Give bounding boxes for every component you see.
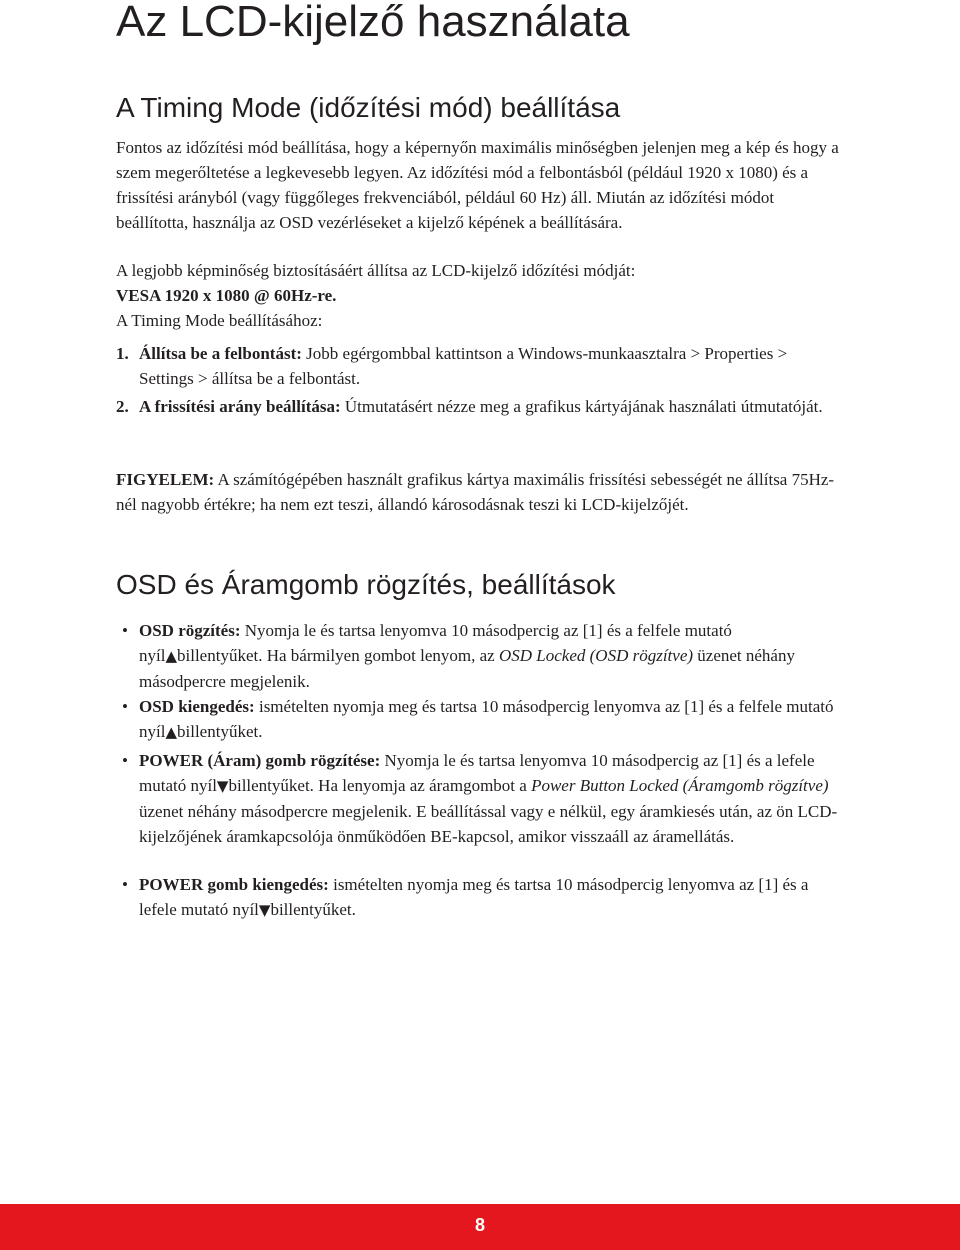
step-1-number: 1.: [116, 344, 129, 363]
step-1-text: Jobb egérgombbal kattintson a Windows-munkaasztalra > Properties > Settings > állítsa be a felbontást.: [139, 344, 788, 388]
bullet-osd-lock-text-b: billentyűket. Ha bármilyen gombot lenyom, az: [177, 646, 495, 665]
step-2: [116, 394, 846, 419]
bullet-power-unlock-text-b: billentyűket.: [270, 900, 356, 919]
step-1-body: [139, 341, 846, 391]
bullet-osd-lock-text-a: Nyomja le és tartsa lenyomva 10 másodpercig az [1] és a felfele mutató nyíl: [139, 621, 732, 665]
best-quality-text: A legjobb képminőség biztosításáért állítsa az LCD-kijelző időzítési módját:: [116, 261, 636, 280]
bullet-power-unlock-title: POWER gomb kiengedés:: [139, 875, 329, 894]
bullet-osd-unlock-body: [139, 694, 846, 745]
bullet-dot: •: [122, 875, 128, 894]
section-heading-timing-mode: A Timing Mode (időzítési mód) beállítása: [116, 92, 621, 123]
bullet-power-lock-text-c: üzenet néhány másodpercre megjelenik. E beállítással vagy e nélkül, egy áramkiesés után, az ön LCD-kijelzőjének áramkapcsolója önműködően BE-kapcsol, amikor visszaáll az áramellátás.: [139, 802, 838, 846]
bullet-power-unlock: [116, 872, 846, 923]
page-number: 8: [474, 1215, 485, 1235]
page-title: Az LCD-kijelző használata: [116, 0, 630, 46]
down-arrow-icon: ▼: [258, 901, 271, 919]
warning-note: [116, 467, 846, 517]
bullet-osd-lock-title: OSD rögzítés:: [139, 621, 241, 640]
step-2-number: 2.: [116, 397, 129, 416]
osd-locked-message: OSD Locked (OSD rögzítve): [498, 646, 694, 665]
bullet-power-unlock-body: [139, 872, 846, 923]
warning-text: A számítógépében használt grafikus kártya maximális frissítési sebességét ne állítsa 75Hz-nél nagyobb értékre; ha nem ezt teszi, állandó károsodásnak teszi ki LCD-kijelzőjét.: [116, 470, 835, 514]
bullet-osd-unlock-text-a: ismételten nyomja meg és tartsa 10 másodpercig lenyomva az [1] és a felfele mutató nyíl: [139, 697, 834, 741]
section-heading-osd-power-lock: OSD és Áramgomb rögzítés, beállítások: [116, 569, 616, 600]
timing-mode-intro: Fontos az időzítési mód beállítása, hogy a képernyőn maximális minőségben jelenjen meg a kép és hogy a szem megerőltetése a legkevesebb legyen. Az időzítési mód a felbontásból (például 1920 x 1080) és a frissítési arányból (vagy függőleges frekvenciából, például 60 Hz) áll. Miután az időzítési módot beállította, használja az OSD vezérléseket a kijelző képének a beállítására.: [116, 138, 839, 232]
bullet-power-lock-body: [139, 748, 846, 849]
step-2-text: Útmutatásért nézze meg a grafikus kártyájának használati útmutatóját.: [344, 397, 823, 416]
step-1-title: Állítsa be a felbontást:: [139, 344, 302, 363]
bullet-dot: •: [122, 621, 128, 640]
bullet-osd-lock-text-c: üzenet néhány másodpercre megjelenik.: [139, 646, 795, 691]
step-1: [116, 341, 846, 391]
bullet-power-lock-title: POWER (Áram) gomb rögzítése:: [139, 751, 381, 770]
bullet-osd-unlock: [116, 694, 846, 745]
best-quality-value-text: VESA 1920 x 1080 @ 60Hz-re.: [116, 286, 337, 305]
power-button-locked-message: Power Button Locked (Áramgomb rögzítve): [531, 776, 829, 795]
bullet-osd-lock: [116, 618, 846, 694]
down-arrow-icon: ▼: [216, 777, 229, 795]
step-2-title: A frissítési arány beállítása:: [139, 397, 341, 416]
bullet-power-lock: [116, 748, 846, 849]
step-2-body: [139, 394, 846, 419]
bullet-power-lock-text-b: billentyűket. Ha lenyomja az áramgombot a: [228, 776, 527, 795]
steps-intro: A Timing Mode beállításához:: [116, 311, 323, 330]
bullet-dot: •: [122, 697, 128, 716]
bullet-power-unlock-text-a: ismételten nyomja meg és tartsa 10 másodpercig lenyomva az [1] és a lefele mutató nyíl: [139, 875, 809, 919]
up-arrow-icon: ▲: [165, 723, 177, 741]
bullet-osd-lock-body: [139, 618, 846, 694]
bullet-power-lock-text-a: Nyomja le és tartsa lenyomva 10 másodpercig az [1] és a lefele mutató nyíl: [139, 751, 815, 795]
up-arrow-icon: ▲: [165, 647, 177, 665]
footer-bar: [0, 1204, 960, 1250]
bullet-osd-unlock-title: OSD kiengedés:: [139, 697, 255, 716]
bullet-dot: •: [122, 751, 128, 770]
warning-label: FIGYELEM:: [116, 470, 215, 489]
bullet-osd-unlock-text-b: billentyűket.: [177, 722, 263, 741]
best-quality-value: [116, 283, 846, 308]
